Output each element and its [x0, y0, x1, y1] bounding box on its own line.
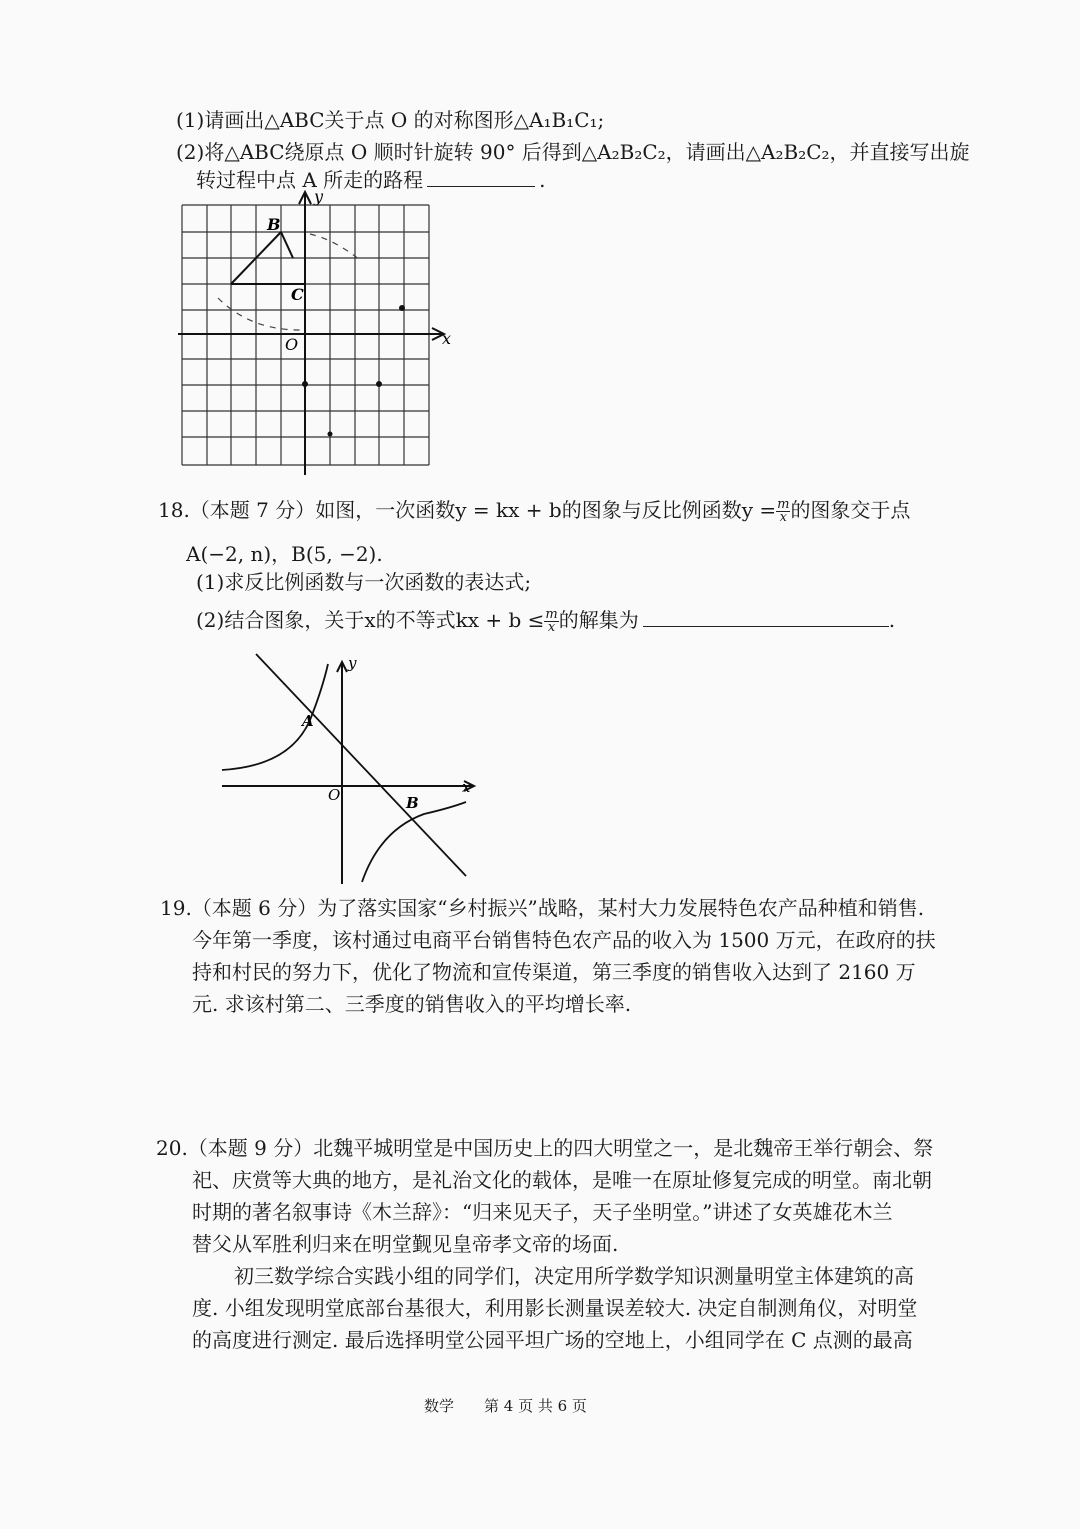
graph-curves: [222, 654, 466, 882]
q20-line-2: 祀、庆赏等大典的地方，是礼治文化的载体，是唯一在原址修复完成的明堂。南北朝: [192, 1168, 932, 1192]
q18-answer-blank[interactable]: [643, 608, 889, 627]
q18-stem-end: 的图象交于点: [790, 498, 911, 522]
q18-part1: (1)求反比例函数与一次函数的表达式;: [196, 570, 532, 594]
q20-line-6: 度. 小组发现明堂底部台基很大，利用影长测量误差较大. 决定自制测角仪，对明堂: [192, 1296, 918, 1320]
q18-part2-mid: 的解集为: [558, 608, 639, 632]
q17-part1: (1)请画出△ABC关于点 O 的对称图形△A₁B₁C₁;: [176, 108, 605, 132]
q20-line-7: 的高度进行测定. 最后选择明堂公园平坦广场的空地上，小组同学在 C 点测的最高: [192, 1328, 913, 1352]
q17-part2-line1: (2)将△ABC绕原点 O 顺时针旋转 90° 后得到△A₂B₂C₂，请画出△A₂B₂C₂，并直接写出旋: [176, 140, 970, 164]
grid-dots: [302, 305, 405, 437]
q18-part2-text: (2)结合图象，关于x的不等式kx + b ≤: [196, 608, 545, 632]
q17-part2-line2-text: 转过程中点 A 所走的路程: [196, 168, 424, 192]
q18-stem-text: 18.（本题 7 分）如图，一次函数y = kx + b的图象与反比例函数y =: [158, 498, 777, 522]
q18-part2-frac-num: m: [545, 607, 558, 622]
graph-origin-label: O: [328, 786, 341, 804]
q18-stem: [158, 496, 910, 524]
graph-a-label: A: [302, 712, 314, 730]
q20-line-3: 时期的著名叙事诗《木兰辞》：“归来见天子，天子坐明堂。”讲述了女英雄花木兰: [192, 1200, 893, 1224]
grid-y-label: y: [314, 187, 324, 206]
q19-line-4: 元. 求该村第二、三季度的销售收入的平均增长率.: [192, 992, 632, 1016]
q18-frac-den: x: [779, 510, 787, 525]
q18-part2: [196, 606, 895, 634]
q19-line-1: 19.（本题 6 分）为了落实国家“乡村振兴”战略，某村大力发展特色农产品种植和销售.: [160, 896, 925, 920]
grid-c-label: C: [291, 285, 304, 304]
q18-frac-num: m: [777, 497, 790, 512]
q18-part2-end: .: [888, 608, 896, 632]
q18-fraction: [776, 499, 790, 524]
q17-part2-line2-end: .: [539, 168, 546, 192]
q17-answer-blank[interactable]: [427, 168, 535, 187]
q20-line-1: 20.（本题 9 分）北魏平城明堂是中国历史上的四大明堂之一，是北魏帝王举行朝会、祭: [156, 1136, 934, 1160]
q18-part2-frac-den: x: [547, 620, 556, 635]
grid-x-label: x: [442, 329, 452, 348]
footer-page-number: 第 4 页 共 6 页: [484, 1397, 587, 1415]
q18-graph-figure: [210, 650, 490, 890]
graph-y-label: y: [348, 654, 357, 672]
q19-line-3: 持和村民的努力下，优化了物流和宣传渠道，第三季度的销售收入达到了 2160 万: [192, 960, 916, 984]
grid-b-label: B: [267, 215, 281, 234]
graph-axes: [222, 662, 474, 884]
q19-line-2: 今年第一季度，该村通过电商平台销售特色农产品的收入为 1500 万元，在政府的扶: [192, 928, 936, 952]
footer-subject: 数学: [424, 1397, 455, 1415]
q18-points: A(−2, n)，B(5, −2).: [186, 542, 383, 566]
q18-part2-fraction: [544, 609, 558, 634]
graph-x-label: x: [462, 778, 471, 796]
graph-b-label: B: [406, 794, 419, 812]
q20-line-4: 替父从军胜利归来在明堂觐见皇帝孝文帝的场面.: [192, 1232, 619, 1256]
grid-origin-label: O: [285, 335, 299, 354]
q17-grid-figure: [170, 187, 460, 480]
q20-line-5: 初三数学综合实践小组的同学们，决定用所学数学知识测量明堂主体建筑的高: [234, 1264, 914, 1288]
